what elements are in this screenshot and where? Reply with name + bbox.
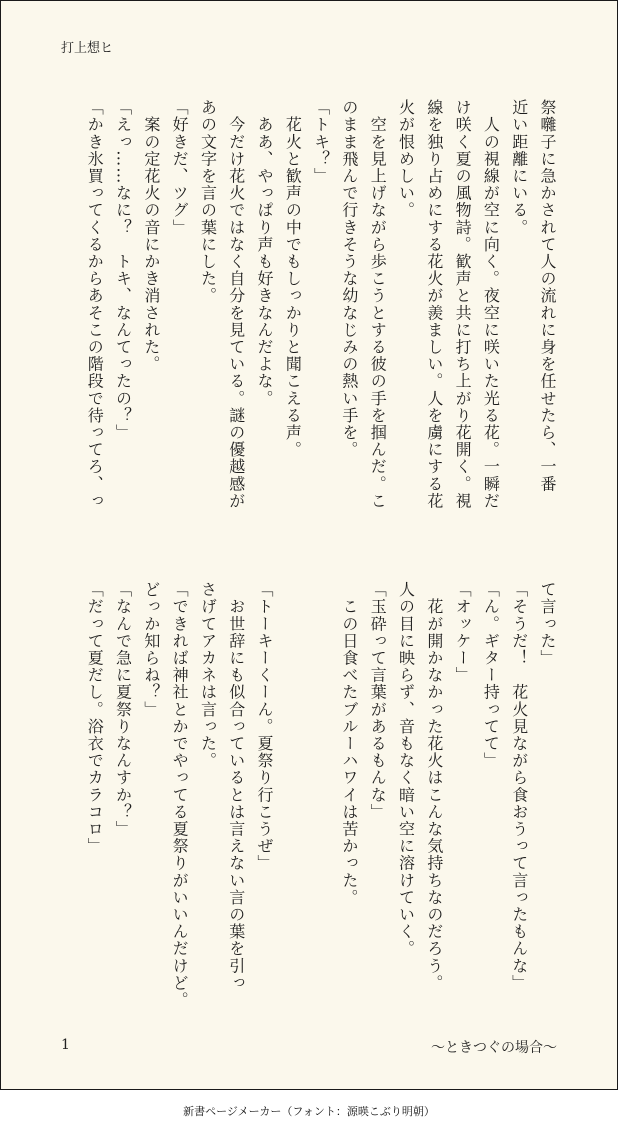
text-line: け咲く夏の風物詩。歓声と共に打ち上がり花開く。視: [453, 99, 473, 510]
generator-credit: 新書ページメーカー（フォント：源暎こぶり明朝）: [183, 1105, 435, 1118]
text-line: さげてアカネは言った。: [198, 581, 218, 770]
running-header-title: 打上想ヒ: [61, 41, 114, 56]
text-line: 「なんで急に夏祭りなんすか？」: [113, 581, 133, 838]
text-line: 火が恨めしい。: [396, 99, 416, 219]
text-line: 「オッケー」: [453, 581, 473, 684]
text-line: 花が開かなかった花火はこんな気持ちなのだろう。: [424, 581, 444, 992]
text-line: 近い距離にいる。: [509, 99, 529, 236]
text-line: あの文字を言の葉にした。: [198, 99, 218, 305]
text-line: この日食べたブルーハワイは苦かった。: [339, 581, 359, 906]
text-line: 人の目に映らず、音もなく暗い空に溶けていく。: [396, 581, 416, 958]
text-line: 「トーキーくーん。夏祭り行こうぜ」: [255, 581, 275, 872]
text-line: どっか知らね？」: [141, 581, 161, 718]
text-line: 「かき氷買ってくるからあそこの階段で待ってろ、っ: [85, 99, 105, 510]
text-line: 線を独り占めにする花火が羨ましい。人を虜にする花: [424, 99, 444, 510]
text-line: 「だって夏だし。浴衣でカラコロ」: [85, 581, 105, 855]
text-line: 「好きだ、ツグ」: [170, 99, 190, 236]
text-line: 「そうだ！ 花火見ながら食おうって言ったもんな」: [509, 581, 529, 992]
text-line: て言った」: [538, 581, 557, 667]
text-line: 「ん。ギター持ってて」: [481, 581, 501, 770]
text-line: 案の定花火の音にかき消された。: [141, 99, 161, 373]
text-line: 空を見上げながら歩こうとする彼の手を掴んだ。こ: [368, 99, 388, 510]
text-line: 人の視線が空に向く。夜空に咲いた光る花。一瞬だ: [481, 99, 501, 510]
text-line: ああ、やっぱり声も好きなんだよな。: [255, 99, 275, 407]
text-line: 「できれば神社とかでやってる夏祭りがいいんだけど。: [170, 581, 190, 1009]
text-line: 「トキ？」: [311, 99, 331, 185]
text-line: 今だけ花火ではなく自分を見ている。謎の優越感が: [226, 99, 246, 510]
body-text-upper-tier: [80, 99, 561, 561]
text-line: 「玉砕って言葉があるもんな」: [368, 581, 388, 821]
chapter-title-footer: 〜ときつぐの場合〜: [431, 1040, 557, 1056]
text-line: 「えっ……なに？ トキ、なんてったの？」: [113, 99, 133, 441]
text-line: [306, 581, 334, 1043]
text-line: のまま飛んで行きそうな幼なじみの熱い手を。: [339, 99, 359, 459]
text-line: 花火と歓声の中でもしっかりと聞こえる声。: [283, 99, 303, 459]
page-number: 1: [61, 1037, 70, 1053]
text-line: お世辞にも似合っているとは言えない言の葉を引っ: [226, 581, 246, 992]
body-text-lower-tier: [80, 581, 561, 1043]
text-line: [278, 581, 306, 1043]
text-line: 祭囃子に急かされて人の流れに身を任せたら、一番: [538, 99, 557, 493]
